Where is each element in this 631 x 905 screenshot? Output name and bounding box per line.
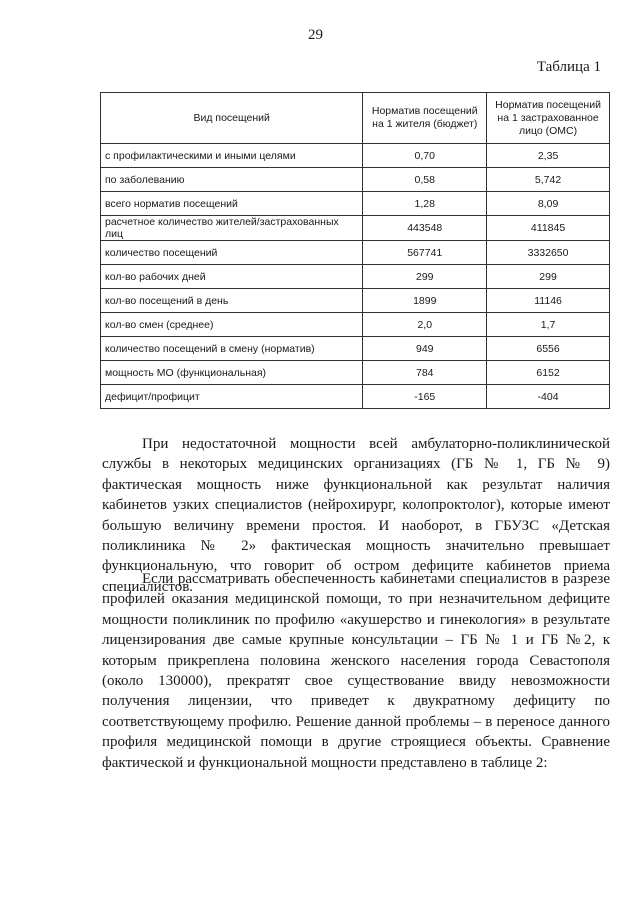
row-label: кол-во рабочих дней: [101, 265, 363, 289]
budget-value: 1899: [363, 289, 487, 313]
row-label: дефицит/профицит: [101, 385, 363, 409]
oms-value: 411845: [487, 216, 610, 241]
oms-value: 2,35: [487, 144, 610, 168]
row-label: с профилактическими и иными целями: [101, 144, 363, 168]
table-row: [101, 241, 610, 265]
header-visit-type: Вид посещений: [101, 93, 363, 144]
page-number: 29: [308, 27, 323, 43]
budget-value: 784: [363, 361, 487, 385]
budget-value: 949: [363, 337, 487, 361]
row-label: количество посещений в смену (норматив): [101, 337, 363, 361]
budget-value: 1,28: [363, 192, 487, 216]
table-row: [101, 385, 610, 409]
table-row: [101, 216, 610, 241]
table-caption: Таблица 1: [536, 59, 601, 75]
header-oms-norm: Норматив посещений на 1 застрахованное лицо (ОМС): [487, 93, 610, 144]
row-label: по заболеванию: [101, 168, 363, 192]
row-label: количество посещений: [101, 241, 363, 265]
row-label: мощность МО (функциональная): [101, 361, 363, 385]
row-label: кол-во посещений в день: [101, 289, 363, 313]
table-row: [101, 265, 610, 289]
paragraph-capacity-deficit: При недостаточной мощности всей амбулаторно-поликлинической службы в некоторых медицинских организациях (ГБ № 1, ГБ № 9) фактическая мощность ниже функциональной как результат наличия кабинетов узких специалистов (нейрохирург, колопроктолог), которые имеют большую величину времени простоя. И наоборот, в ГБУЗС «Детская поликлиника № 2» фактическая мощность значительно превышает функциональную, что говорит об остром дефиците кабинетов приема специалистов.: [102, 436, 610, 595]
table-row: [101, 192, 610, 216]
table-row: [101, 289, 610, 313]
oms-value: -404: [487, 385, 610, 409]
table-row: [101, 337, 610, 361]
row-label: всего норматив посещений: [101, 192, 363, 216]
budget-value: 567741: [363, 241, 487, 265]
oms-value: 6556: [487, 337, 610, 361]
table-row: [101, 168, 610, 192]
budget-value: 2,0: [363, 313, 487, 337]
oms-value: 1,7: [487, 313, 610, 337]
table-row: [101, 144, 610, 168]
table-header-row: [101, 93, 610, 144]
oms-value: 6152: [487, 361, 610, 385]
budget-value: 299: [363, 265, 487, 289]
oms-value: 11146: [487, 289, 610, 313]
oms-value: 5,742: [487, 168, 610, 192]
oms-value: 299: [487, 265, 610, 289]
paragraph-specialist-offices: Если рассматривать обеспеченность кабинетами специалистов в разрезе профилей оказания медицинской помощи, то при незначительном дефиците мощности поликлиник по профилю «акушерство и гинекология» в результате лицензирования две самые крупные консультации – ГБ № 1 и ГБ №2, к которым прикреплена половина женского населения города Севастополя (около 130000), прекратят свое существование ввиду невозможности получения лицензии, что приведет к двукратному дефициту по соответствующему профилю. Решение данной проблемы – в переносе данного профиля медицинской помощи в другие строящиеся объекты. Сравнение фактической и функциональной мощности представлено в таблице 2:: [102, 571, 610, 771]
budget-value: -165: [363, 385, 487, 409]
row-label: расчетное количество жителей/застрахованных лиц: [101, 216, 363, 241]
table-row: [101, 313, 610, 337]
budget-value: 0,58: [363, 168, 487, 192]
oms-value: 8,09: [487, 192, 610, 216]
oms-value: 3332650: [487, 241, 610, 265]
budget-value: 443548: [363, 216, 487, 241]
table-row: [101, 361, 610, 385]
row-label: кол-во смен (среднее): [101, 313, 363, 337]
visits-norm-table: [100, 92, 610, 409]
budget-value: 0,70: [363, 144, 487, 168]
header-budget-norm: Норматив посещений на 1 жителя (бюджет): [363, 93, 487, 144]
